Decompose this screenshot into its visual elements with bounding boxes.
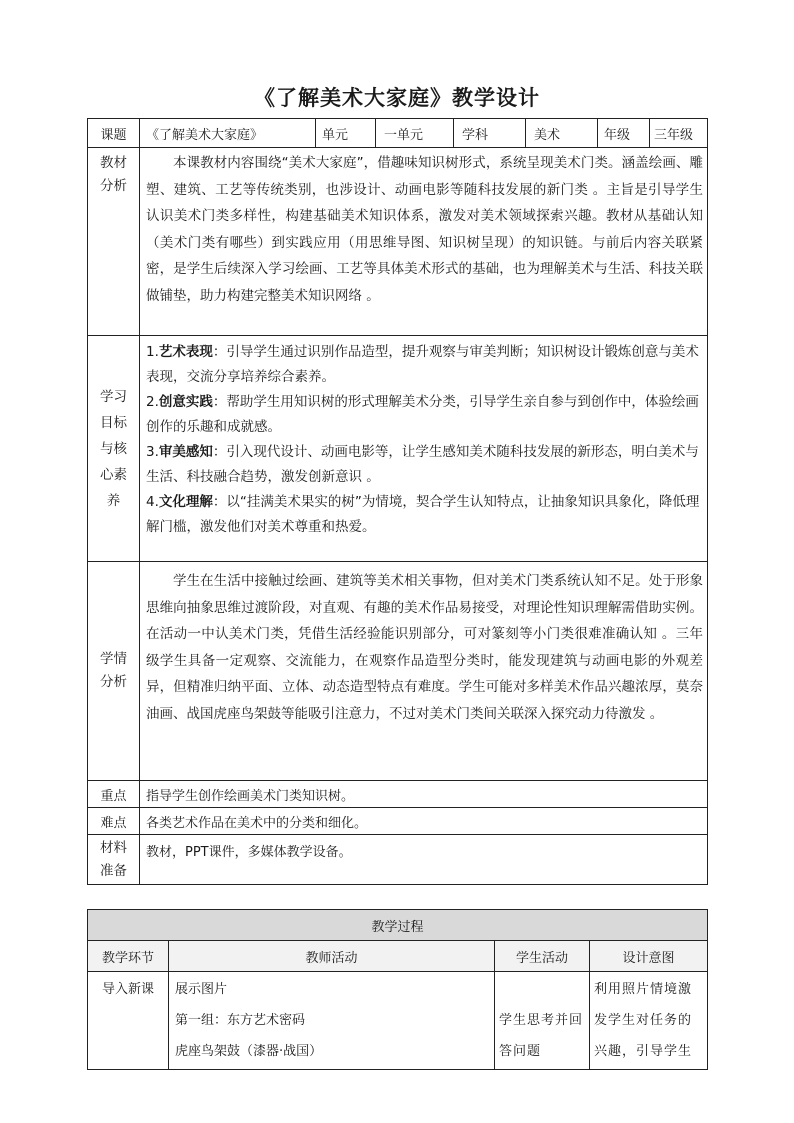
- objective-item: 2.创意实践：帮助学生用知识树的形式理解美术分类，引导学生亲自参与到创作中，体验绘画创作的乐趣和成就感。: [146, 394, 699, 435]
- objective-item: 3.审美感知：引入现代设计、动画电影等，让学生感知美术随科技发展的新形态，明白美术与生活、科技融合趋势，激发创新意识 。: [146, 444, 699, 485]
- material-analysis-text: 本课教材内容围绕“美术大家庭”，借趣味知识树形式，系统呈现美术门类。涵盖绘画、雕塑、建筑、工艺等传统类别，也涉设计、动画电影等随科技发展的新门类 。主旨是引导学生认识美术门类多样性，构建基础美术知识体系，激发对美术领域探索兴趣。教材从基础认知（美术门类有哪些）到实践应用（用思维导图、知识树呈现）的知识链。与前后内容关联紧密，是学生后续深入学习绘画、工艺等具体美术形式的基础，也为理解美术与生活、科技关联做铺垫，助力构建完整美术知识网络 。: [140, 148, 708, 336]
- materials-label: 材料 准备: [88, 835, 140, 885]
- teacher-activity-cell: 展示图片 第一组：东方艺术密码 虎座鸟架鼓（漆器·战国）: [169, 972, 495, 1070]
- header-student: 学生活动: [495, 941, 590, 972]
- process-title: 教学过程: [88, 910, 708, 941]
- student-analysis-label: 学情 分析: [88, 562, 140, 781]
- teaching-process-table: [87, 909, 708, 1070]
- header-stage: 教学环节: [88, 941, 169, 972]
- header-design: 设计意图: [590, 941, 708, 972]
- key-point-text: 指导学生创作绘画美术门类知识树。: [140, 781, 708, 808]
- header-teacher: 教师活动: [169, 941, 495, 972]
- course-value: 《了解美术大家庭》: [140, 119, 316, 148]
- difficulty-text: 各类艺术作品在美术中的分类和细化。: [140, 808, 708, 835]
- subject-value: 美术: [526, 119, 598, 148]
- page-title: 《了解美术大家庭》教学设计: [254, 85, 540, 110]
- unit-label: 单元: [316, 119, 376, 148]
- unit-value: 一单元: [376, 119, 454, 148]
- material-analysis-label: 教材 分析: [88, 148, 140, 336]
- materials-text: 教材，PPT课件，多媒体教学设备。: [140, 835, 708, 885]
- course-label: 课题: [88, 119, 140, 148]
- objective-item: 1.艺术表现：引导学生通过识别作品造型，提升观察与审美判断；知识树设计锻炼创意与美术表现，交流分享培养综合素养。: [146, 344, 699, 385]
- student-analysis-text: 学生在生活中接触过绘画、建筑等美术相关事物，但对美术门类系统认知不足。处于形象思维向抽象思维过渡阶段，对直观、有趣的美术作品易接受，对理论性知识理解需借助实例。在活动一中认美术门类，凭借生活经验能识别部分，可对篆刻等小门类很难准确认知 。三年级学生具备一定观察、交流能力，在观察作品造型分类时，能发现建筑与动画电影的外观差异，但精准归纳平面、立体、动态造型特点有难度。学生可能对多样美术作品兴趣浓厚，莫奈油画、战国虎座鸟架鼓等能吸引注意力，不过对美术门类间关联深入探究动力待激发 。: [140, 562, 708, 781]
- subject-label: 学科: [454, 119, 526, 148]
- key-point-label: 重点: [88, 781, 140, 808]
- design-intent-cell: 利用照片情境激发学生对任务的兴趣，引导学生: [590, 972, 708, 1070]
- objectives-list: [140, 336, 708, 562]
- grade-value: 三年级: [650, 119, 708, 148]
- objective-item: 4.文化理解：以“挂满美术果实的树”为情境，契合学生认知特点，让抽象知识具象化，降低理解门槛，激发他们对美术尊重和热爱。: [146, 494, 700, 535]
- objectives-label: 学习 目标 与核 心素 养: [88, 336, 140, 562]
- stage-cell: 导入新课: [88, 972, 169, 1070]
- student-activity-cell: 学生思考并回答问题: [495, 972, 590, 1070]
- lesson-info-table: [87, 118, 708, 885]
- grade-label: 年级: [598, 119, 650, 148]
- difficulty-label: 难点: [88, 808, 140, 835]
